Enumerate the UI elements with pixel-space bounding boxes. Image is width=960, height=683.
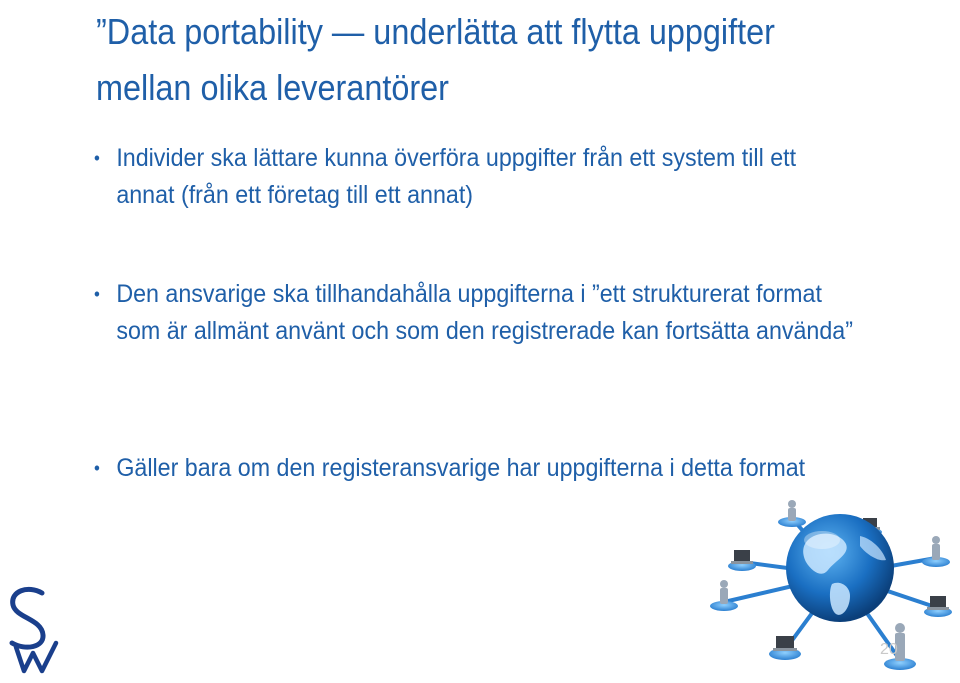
bullet-dot-icon: • <box>94 458 100 478</box>
bullet-text: Gäller bara om den registeransvarige har uppgifterna i detta format <box>116 454 806 482</box>
bullet-dot-icon: • <box>94 148 100 168</box>
bullet-text: Den ansvarige ska tillhandahålla uppgifterna i ”ett strukturerat format som är allmänt använt och som den registrerade kan fortsätta använda” <box>116 280 853 345</box>
page-number: 20 <box>880 641 898 658</box>
bullet-text: Individer ska lättare kunna överföra uppgifter från ett system till ett annat (från ett företag till ett annat) <box>116 144 797 209</box>
bullet-item <box>94 140 857 214</box>
sw-logo <box>2 585 64 677</box>
globe-icon <box>786 514 894 622</box>
bullet-item <box>94 276 857 350</box>
slide-title: ”Data portability ― underlätta att flytta uppgifter mellan olika leverantörer <box>96 11 775 108</box>
sw-logo-s <box>12 589 43 647</box>
bullet-item <box>94 450 857 487</box>
globe-network-icon <box>700 500 960 683</box>
bullet-dot-icon: • <box>94 284 100 304</box>
